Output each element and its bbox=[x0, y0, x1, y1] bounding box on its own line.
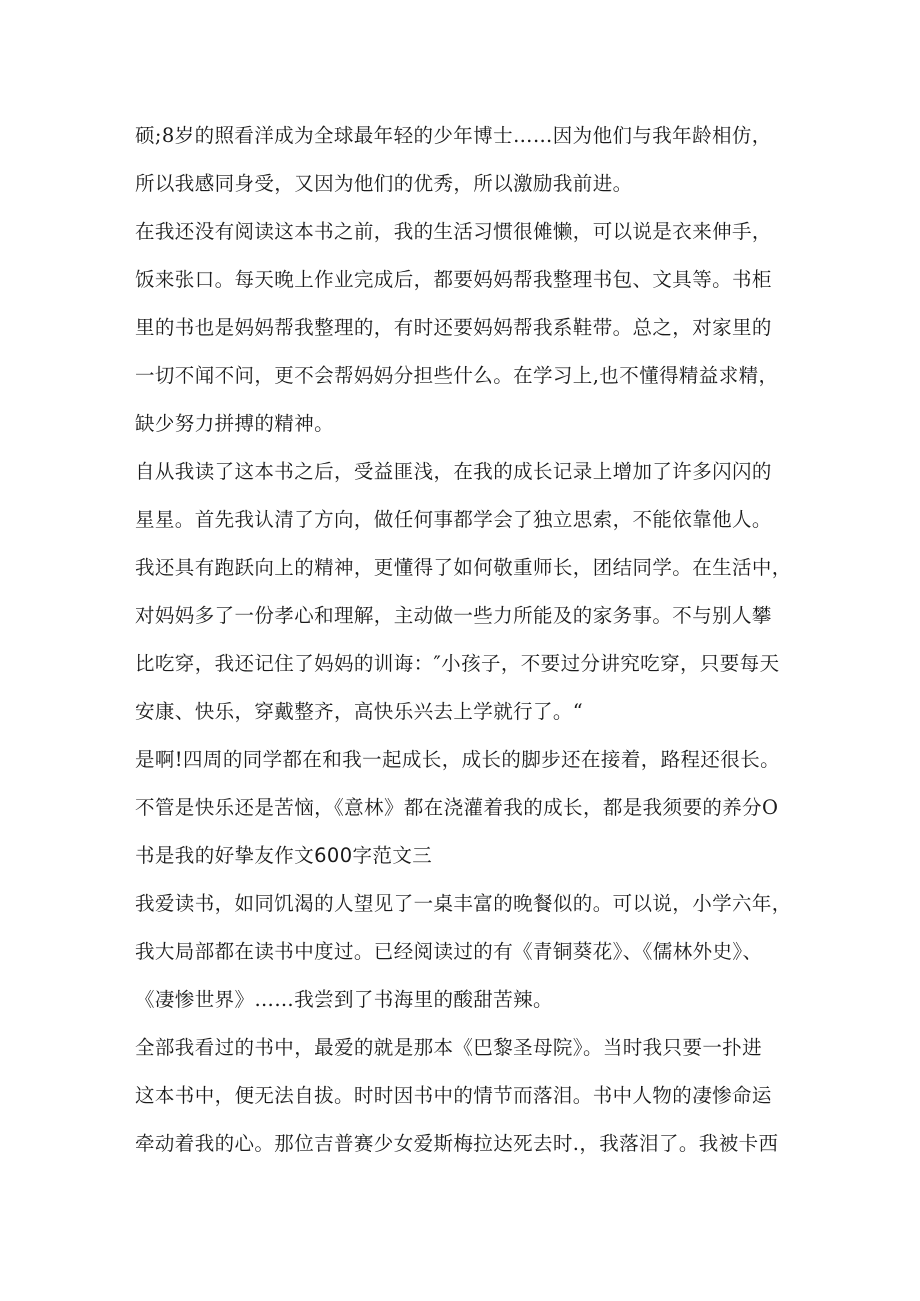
text-line: 自从我读了这本书之后，受益匪浅，在我的成长记录上增加了许多闪闪的 bbox=[135, 460, 772, 483]
text-line: 缺少努力拼搏的精神。 bbox=[135, 412, 335, 435]
paragraph-7 bbox=[135, 1024, 795, 1168]
text-line: 安康、快乐，穿戴整齐，高快乐兴去上学就行了。“ bbox=[135, 700, 584, 723]
text-line: 牵动着我的心。那位吉普赛少女爱斯梅拉达死去时.，我落泪了。我被卡西 bbox=[135, 1132, 779, 1155]
text-line: 里的书也是妈妈帮我整理的，有时还要妈妈帮我系鞋带。总之，对家里的 bbox=[135, 316, 772, 339]
text-line: 星星。首先我认清了方向，做任何事都学会了独立思索，不能依靠他人。 bbox=[135, 508, 772, 531]
text-line: 《凄惨世界》……我尝到了书海里的酸甜苦辣。 bbox=[135, 988, 553, 1011]
text-line: 比吃穿，我还记住了妈妈的训诲：″小孩子，不要过分讲究吃穿，只要每天 bbox=[135, 652, 780, 675]
section-heading-text: 书是我的好挚友作文600字范文三 bbox=[135, 844, 433, 867]
text-line: 一切不闻不问，更不会帮妈妈分担些什么。在学习上,也不懂得精益求精， bbox=[135, 364, 779, 387]
text-line: 这本书中，便无法自拔。时时因书中的情节而落泪。书中人物的凄惨命运 bbox=[135, 1084, 772, 1107]
text-line: 全部我看过的书中，最爱的就是那本《巴黎圣母院》。当时我只要一扑进 bbox=[135, 1036, 763, 1059]
paragraph-6 bbox=[135, 880, 795, 1024]
text-line: 所以我感同身受，又因为他们的优秀，所以激励我前进。 bbox=[135, 172, 633, 195]
text-line: 在我还没有阅读这本书之前，我的生活习惯很傩懒，可以说是衣来伸手， bbox=[135, 220, 772, 243]
text-line: 对妈妈多了一份孝心和理解，主动做一些力所能及的家务事。不与别人攀 bbox=[135, 604, 772, 627]
paragraph-4 bbox=[135, 736, 795, 832]
document-body bbox=[135, 112, 795, 1168]
text-line: 是啊!四周的同学都在和我一起成长，成长的脚步还在接着，路程还很长。 bbox=[135, 748, 781, 771]
paragraph-3 bbox=[135, 448, 795, 736]
text-line: 不管是快乐还是苦恼，《意林》都在浇灌着我的成长，都是我须要的养分O bbox=[135, 796, 779, 819]
paragraph-1 bbox=[135, 112, 795, 208]
section-heading bbox=[135, 832, 795, 880]
text-line: 硕;8岁的照看洋成为全球最年轻的少年博士……因为他们与我年龄相仿， bbox=[135, 124, 772, 147]
text-line: 我大局部都在读书中度过。已经阅读过的有《青铜葵花》、《儒林外史》、 bbox=[135, 940, 763, 963]
text-line: 我爱读书，如同饥渴的人望见了一桌丰富的晚餐似的。可以说，小学六年， bbox=[135, 892, 792, 915]
paragraph-2 bbox=[135, 208, 795, 448]
text-line: 饭来张口。每天晚上作业完成后，都要妈妈帮我整理书包、文具等。书柜 bbox=[135, 268, 772, 291]
text-line: 我还具有跑跃向上的精神，更懂得了如何敬重师长，团结同学。在生活中， bbox=[135, 556, 792, 579]
